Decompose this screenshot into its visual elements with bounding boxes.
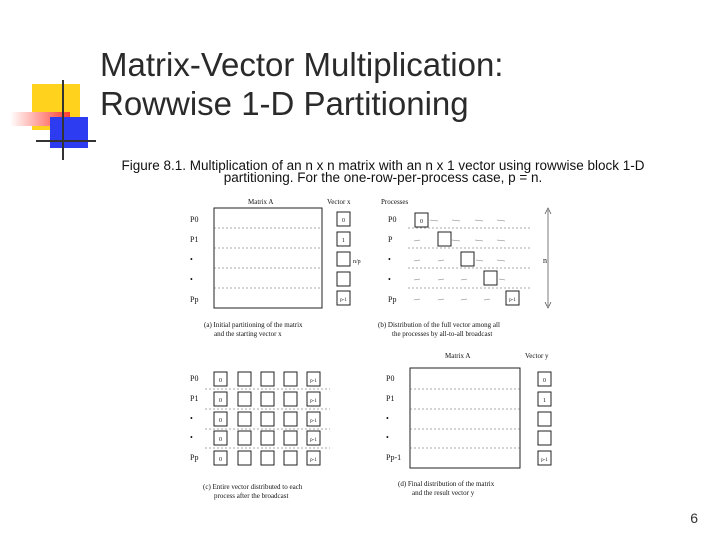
panel-c-col0-label: 0 xyxy=(219,398,222,404)
caption-line-2: partitioning. For the one-row-per-process case, p = n. xyxy=(223,170,543,185)
panel-d-vector-cell-label: p-1 xyxy=(541,458,548,463)
panel-c-col0-label: 0 xyxy=(219,378,222,384)
panel-d xyxy=(386,352,551,497)
panel-c xyxy=(190,372,330,500)
panel-a-vector-label: Vector x xyxy=(327,198,351,206)
panel-b-diagonal-block xyxy=(484,271,497,285)
panel-b-diagonal-block xyxy=(461,252,474,266)
panel-a-row-label: Pp xyxy=(190,295,199,304)
title-line-1: Matrix-Vector Multiplication: xyxy=(100,46,504,83)
panel-d-row-label: P1 xyxy=(386,394,395,403)
panel-d-row-label: P0 xyxy=(386,374,395,383)
panel-a-row-label: • xyxy=(190,255,193,264)
panel-c-col-last-label: p-1 xyxy=(310,399,317,404)
panel-a-caption-line-2: and the starting vector x xyxy=(214,330,282,338)
panel-c-col0-label: 0 xyxy=(219,418,222,424)
panel-b-row-label: P0 xyxy=(388,215,397,224)
panel-b-row-label: • xyxy=(388,255,391,264)
panel-d-vector-cell-label: 1 xyxy=(543,398,546,404)
panel-d-row-label: • xyxy=(386,433,389,442)
panel-a-matrix xyxy=(214,208,322,308)
panel-b-last-cell-label: p-1 xyxy=(509,298,516,303)
panel-a-vector-cell xyxy=(337,252,350,266)
panel-c-caption-line-1: (c) Entire vector distributed to each xyxy=(203,483,303,491)
panel-a-caption-line-1: (a) Initial partitioning of the matrix xyxy=(204,321,303,329)
panel-c-col0-label: 0 xyxy=(219,457,222,463)
panel-c-caption-line-2: process after the broadcast xyxy=(214,492,289,500)
panel-a-matrix-label: Matrix A xyxy=(248,198,274,206)
panel-c-block-grid xyxy=(214,372,320,465)
panel-b-header: Processes xyxy=(381,198,409,206)
panel-d-row-label: • xyxy=(386,414,389,423)
panel-b-broadcast-arrows xyxy=(414,220,505,300)
panel-d-vector-cell xyxy=(538,431,551,445)
panel-b-caption-line-1: (b) Distribution of the full vector among all xyxy=(378,321,500,329)
panel-b-diagonal-block xyxy=(438,232,451,246)
panel-d-vector-label: Vector y xyxy=(525,352,549,360)
panel-c-col-last-label: p-1 xyxy=(310,438,317,443)
caption-line-1: Figure 8.1. Multiplication of an n x n matrix with an n x 1 vector using rowwise block 1-D xyxy=(121,158,645,173)
title-line-2: Rowwise 1-D Partitioning xyxy=(100,85,469,122)
panel-d-matrix xyxy=(410,368,520,468)
page-number: 6 xyxy=(690,510,698,526)
panel-c-col-last-label: p-1 xyxy=(310,458,317,463)
panel-a-row-label: P0 xyxy=(190,215,199,224)
panel-b-n-label: n xyxy=(543,256,547,265)
panel-d-row-label: Pp-1 xyxy=(386,453,402,462)
panel-b-row-label: P xyxy=(388,235,393,244)
panel-a-row-label: • xyxy=(190,275,193,284)
panel-c-row-label: P0 xyxy=(190,374,199,383)
panel-c-row-label: Pp xyxy=(190,453,199,462)
panel-a-np-label: n/p xyxy=(353,259,361,265)
panel-c-col0-label: 0 xyxy=(219,437,222,443)
panel-d-vector-cell xyxy=(538,412,551,426)
panel-d-caption-line-1: (d) Final distribution of the matrix xyxy=(398,480,495,488)
panel-a-vector-cell-label: p-1 xyxy=(340,298,347,303)
panel-d-vector-cell-label: 0 xyxy=(543,378,546,384)
panel-c-row-label: • xyxy=(190,414,193,423)
panel-c-row-label: • xyxy=(190,433,193,442)
panel-b-row-label: • xyxy=(388,275,391,284)
panel-d-matrix-label: Matrix A xyxy=(445,352,471,360)
panel-a xyxy=(190,198,361,338)
panel-a-vector-cell-label: 0 xyxy=(342,218,345,224)
panel-b-row-label: Pp xyxy=(388,295,397,304)
panel-b xyxy=(378,198,551,338)
panel-b-caption-line-2: the processes by all-to-all broadcast xyxy=(392,330,493,338)
panel-a-vector-cell xyxy=(337,272,350,286)
panel-c-col-last-label: p-1 xyxy=(310,419,317,424)
panel-d-caption-line-2: and the result vector y xyxy=(412,489,475,497)
panel-a-vector-cell-label: 1 xyxy=(342,238,345,244)
panel-c-row-label: P1 xyxy=(190,394,199,403)
panel-c-col-last-label: p-1 xyxy=(310,379,317,384)
panel-b-first-cell-label: 0 xyxy=(420,219,423,225)
panel-a-row-label: P1 xyxy=(190,235,199,244)
